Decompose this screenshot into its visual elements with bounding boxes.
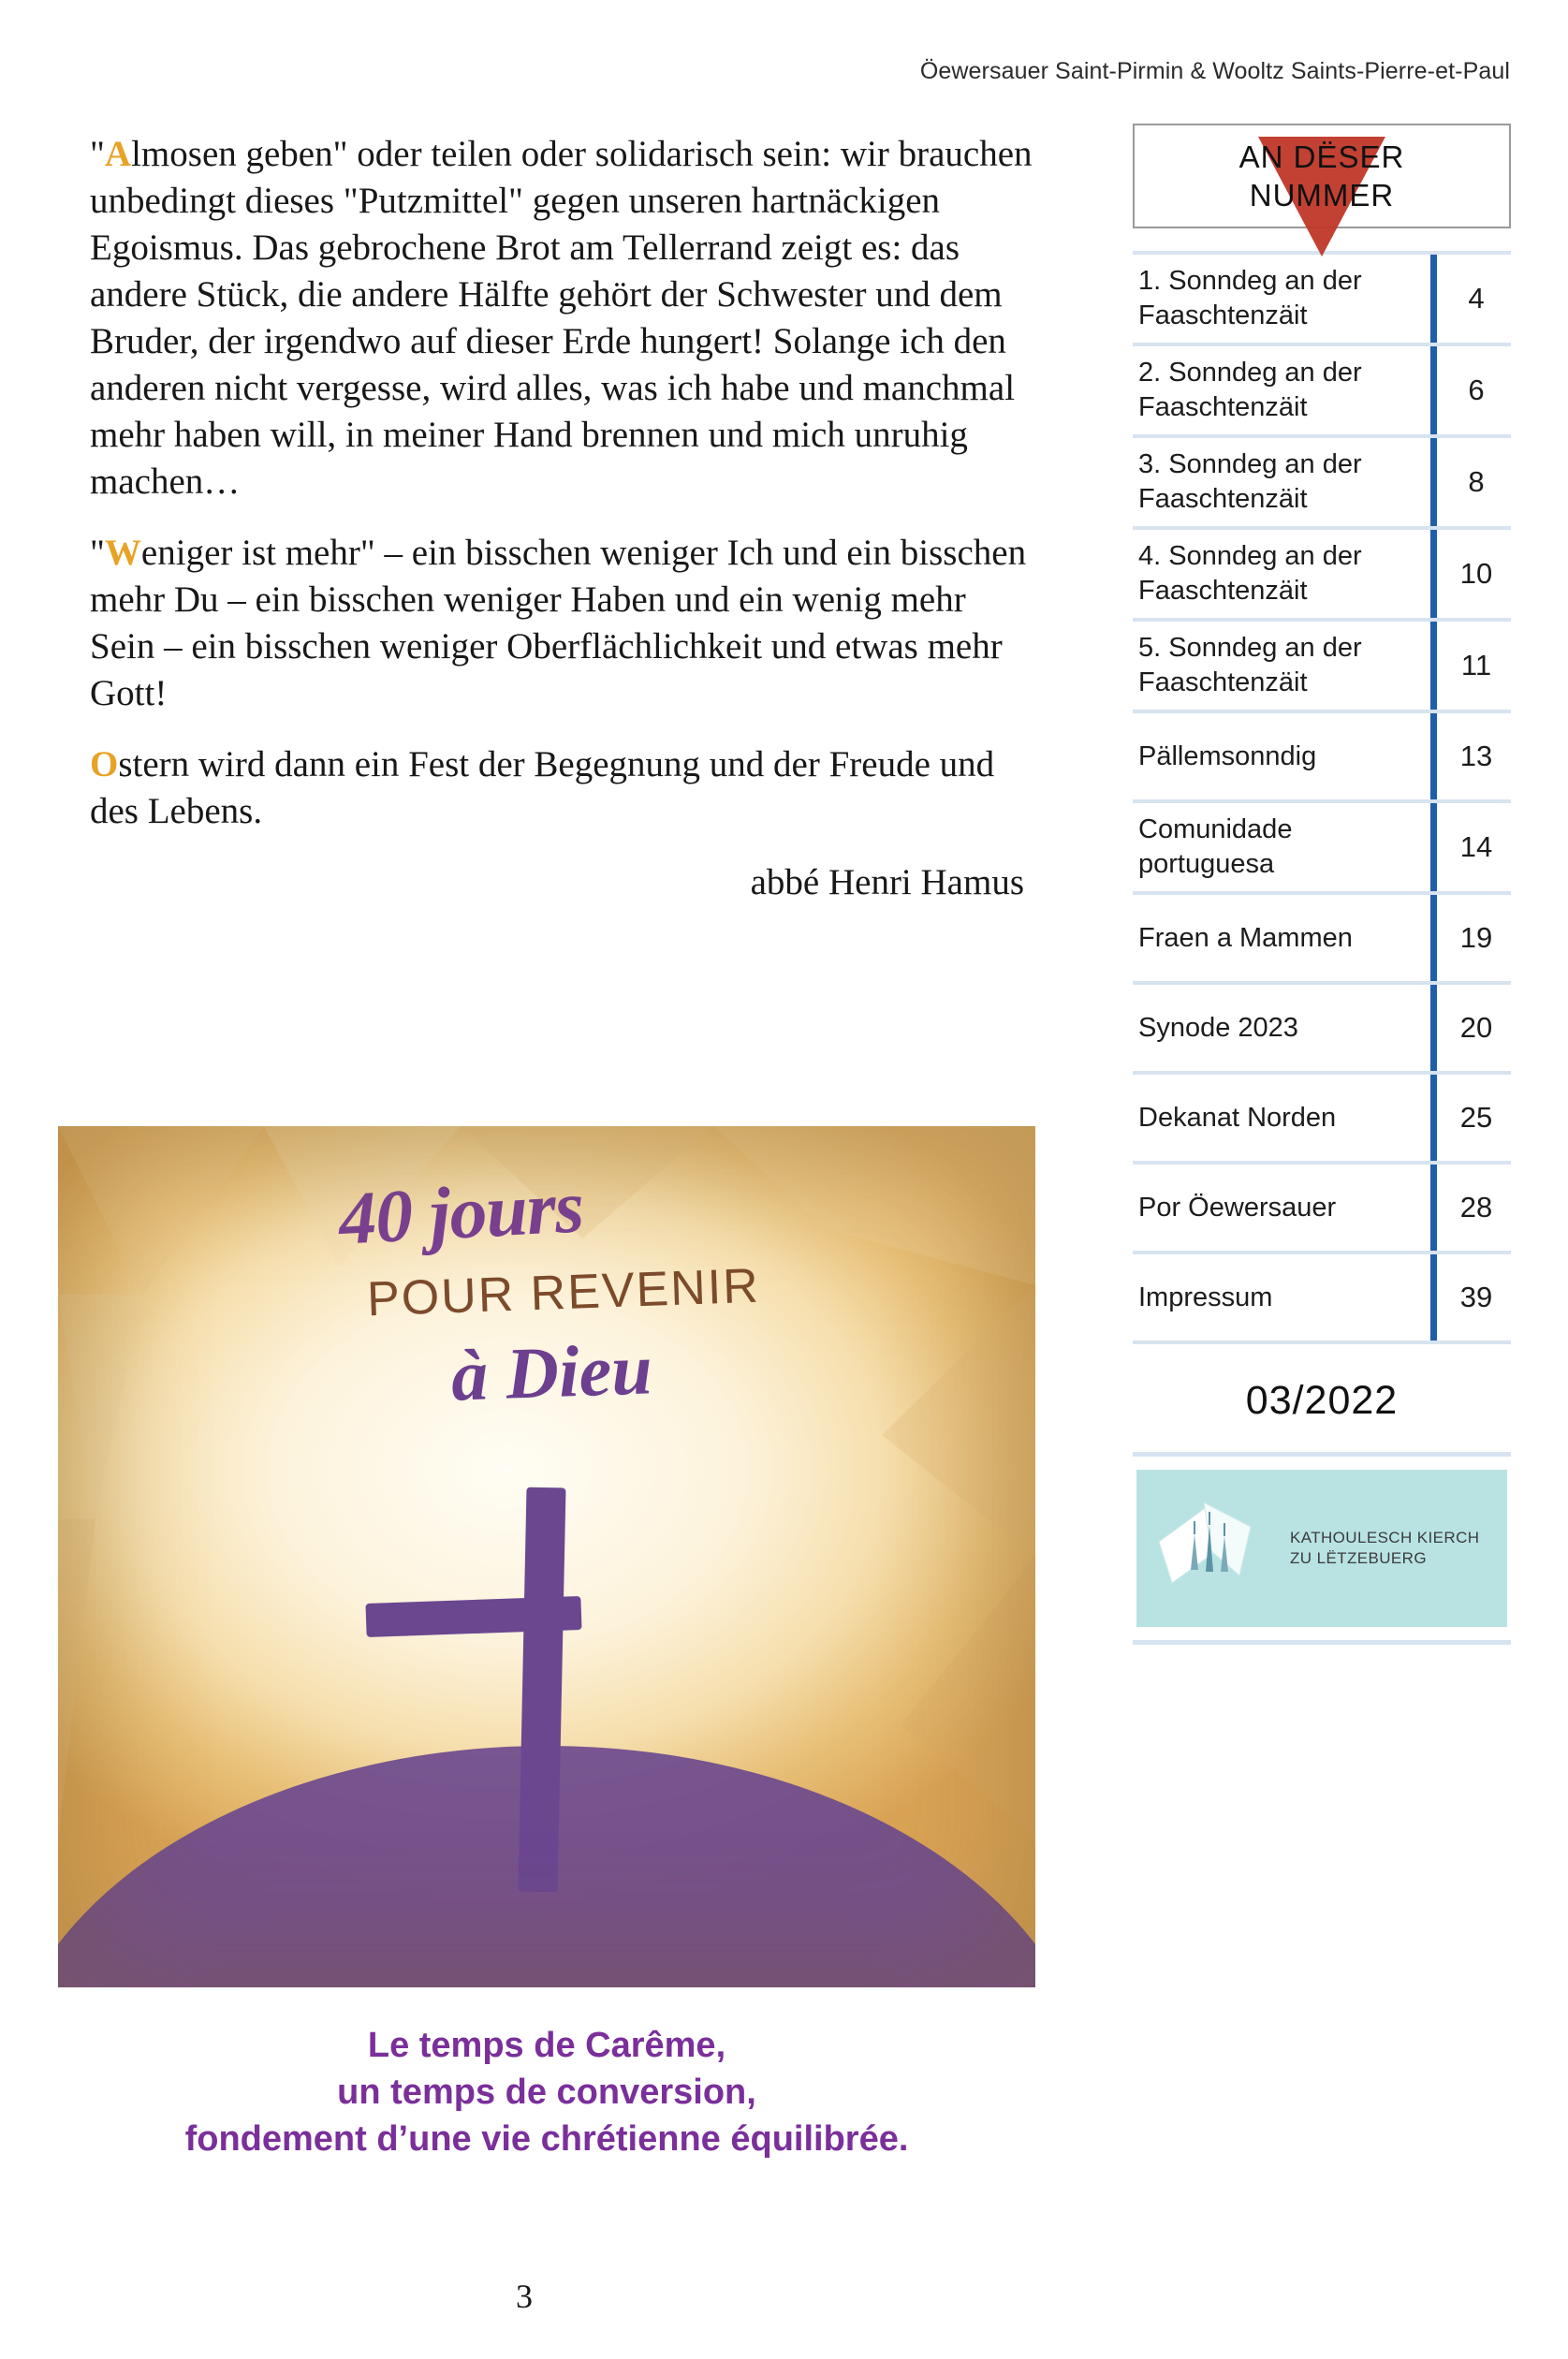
toc-title-line-1: AN DËSER	[1238, 139, 1405, 174]
cross-vertical-beam	[518, 1487, 565, 1893]
toc-item-label: Pällemsonndig	[1138, 740, 1317, 771]
toc-item[interactable]	[1133, 251, 1511, 343]
toc-item-page: 10	[1459, 557, 1493, 590]
article-signature: abbé Henri Hamus	[750, 862, 1024, 902]
illustration-title-line3: à Dieu	[449, 1327, 653, 1416]
paragraph-1-body: lmosen geben" oder teilen oder solidarisch sein: wir brauchen unbedingt dieses "Putzmittel" gegen unseren hartnäckigen Egoismus. Das gebrochene Brot am Tellerrand zeigt es: das andere Stück, die andere Hälfte gehört der Schwester und dem Bruder, der irgendwo auf dieser Erde hungert! Solange ich den anderen nicht vergesse, wird alles, was ich habe und manchmal mehr haben will, in meiner Hand brennen und mich unruhig machen…	[90, 134, 1033, 502]
toc-item[interactable]	[1133, 799, 1511, 891]
toc-item-page: 28	[1459, 1191, 1493, 1223]
toc-item-label: 3. Sonndeg an der Faaschtenzäit	[1138, 449, 1362, 514]
article-paragraph-1	[90, 131, 1035, 506]
caption-line-1: Le temps de Carême,	[367, 2026, 726, 2065]
toc-item-page: 11	[1460, 649, 1492, 681]
illustration-title-line1: 40 jours	[336, 1165, 586, 1261]
toc-item-label: Por Öewersauer	[1138, 1192, 1337, 1223]
publisher-logo-box	[1133, 1452, 1511, 1645]
toc-item-label: Impressum	[1138, 1282, 1273, 1312]
toc-item-page: 8	[1468, 465, 1485, 498]
article-paragraph-2	[90, 530, 1035, 717]
lent-illustration	[58, 1126, 1035, 1987]
toc-list	[1133, 251, 1511, 1344]
article-text-column	[90, 131, 1035, 906]
paragraph-2-initial: W	[104, 533, 141, 573]
toc-item[interactable]	[1133, 434, 1511, 526]
toc-item-page: 20	[1459, 1011, 1493, 1044]
toc-item-label: 1. Sonndeg an der Faaschtenzäit	[1138, 266, 1362, 330]
church-logo-icon	[1153, 1493, 1277, 1604]
illustration-title-line2: POUR REVENIR	[366, 1258, 761, 1327]
illustration-caption	[58, 2022, 1035, 2162]
logo-text-line-2: ZU LËTZEBUERG	[1290, 1549, 1427, 1567]
toc-item-label: Synode 2023	[1138, 1012, 1298, 1043]
paragraph-2-quote-prefix: "	[90, 533, 105, 573]
toc-item-label: 5. Sonndeg an der Faaschtenzäit	[1138, 633, 1362, 697]
issue-date: 03/2022	[1245, 1378, 1399, 1423]
toc-item[interactable]	[1133, 710, 1511, 799]
toc-item-label: Fraen a Mammen	[1138, 922, 1353, 953]
publisher-logo-text	[1290, 1528, 1479, 1569]
toc-item-page: 13	[1459, 740, 1493, 772]
toc-item-label: 4. Sonndeg an der Faaschtenzäit	[1138, 541, 1362, 606]
paragraph-1-initial: A	[104, 134, 132, 174]
toc-item[interactable]	[1133, 1251, 1511, 1344]
toc-item-label: 2. Sonndeg an der Faaschtenzäit	[1138, 358, 1362, 422]
paragraph-3-initial: O	[90, 744, 119, 784]
article-paragraph-3	[90, 741, 1035, 835]
toc-item-page: 39	[1459, 1281, 1493, 1313]
toc-title-box	[1133, 124, 1511, 228]
toc-title-line-2: NUMMER	[1249, 178, 1395, 212]
toc-item-page: 6	[1468, 374, 1485, 406]
caption-line-2: un temps de conversion,	[337, 2073, 756, 2112]
logo-text-line-1: KATHOULESCH KIERCH	[1290, 1529, 1480, 1546]
toc-item[interactable]	[1133, 1161, 1511, 1251]
toc-item[interactable]	[1133, 891, 1511, 981]
toc-item[interactable]	[1133, 618, 1511, 710]
toc-item[interactable]	[1133, 343, 1511, 434]
table-of-contents-sidebar	[1133, 124, 1511, 1645]
page-number: 3	[516, 2278, 533, 2315]
toc-item-page: 19	[1459, 921, 1493, 954]
parish-header: Öewersauer Saint-Pirmin & Wooltz Saints-Pierre-et-Paul	[919, 58, 1510, 84]
toc-item-label: Dekanat Norden	[1138, 1102, 1337, 1133]
caption-line-3: fondement d’une vie chrétienne équilibrée.	[184, 2119, 909, 2159]
toc-item-label: Comunidade portuguesa	[1138, 814, 1293, 879]
toc-item-page: 14	[1459, 830, 1493, 863]
toc-item[interactable]	[1133, 1071, 1511, 1161]
toc-item[interactable]	[1133, 526, 1511, 618]
paragraph-1-quote-prefix: "	[90, 134, 105, 174]
toc-item-page: 25	[1459, 1101, 1493, 1134]
paragraph-2-body: eniger ist mehr" – ein bisschen weniger Ich und ein bisschen mehr Du – ein bisschen weniger Haben und ein wenig mehr Sein – ein bisschen weniger Oberflächlichkeit und etwas mehr Gott!	[90, 533, 1027, 713]
toc-item-page: 4	[1468, 282, 1485, 315]
publisher-logo	[1136, 1470, 1507, 1627]
paragraph-3-body: stern wird dann ein Fest der Begegnung und der Freude und des Lebens.	[90, 744, 995, 831]
toc-item[interactable]	[1133, 981, 1511, 1071]
